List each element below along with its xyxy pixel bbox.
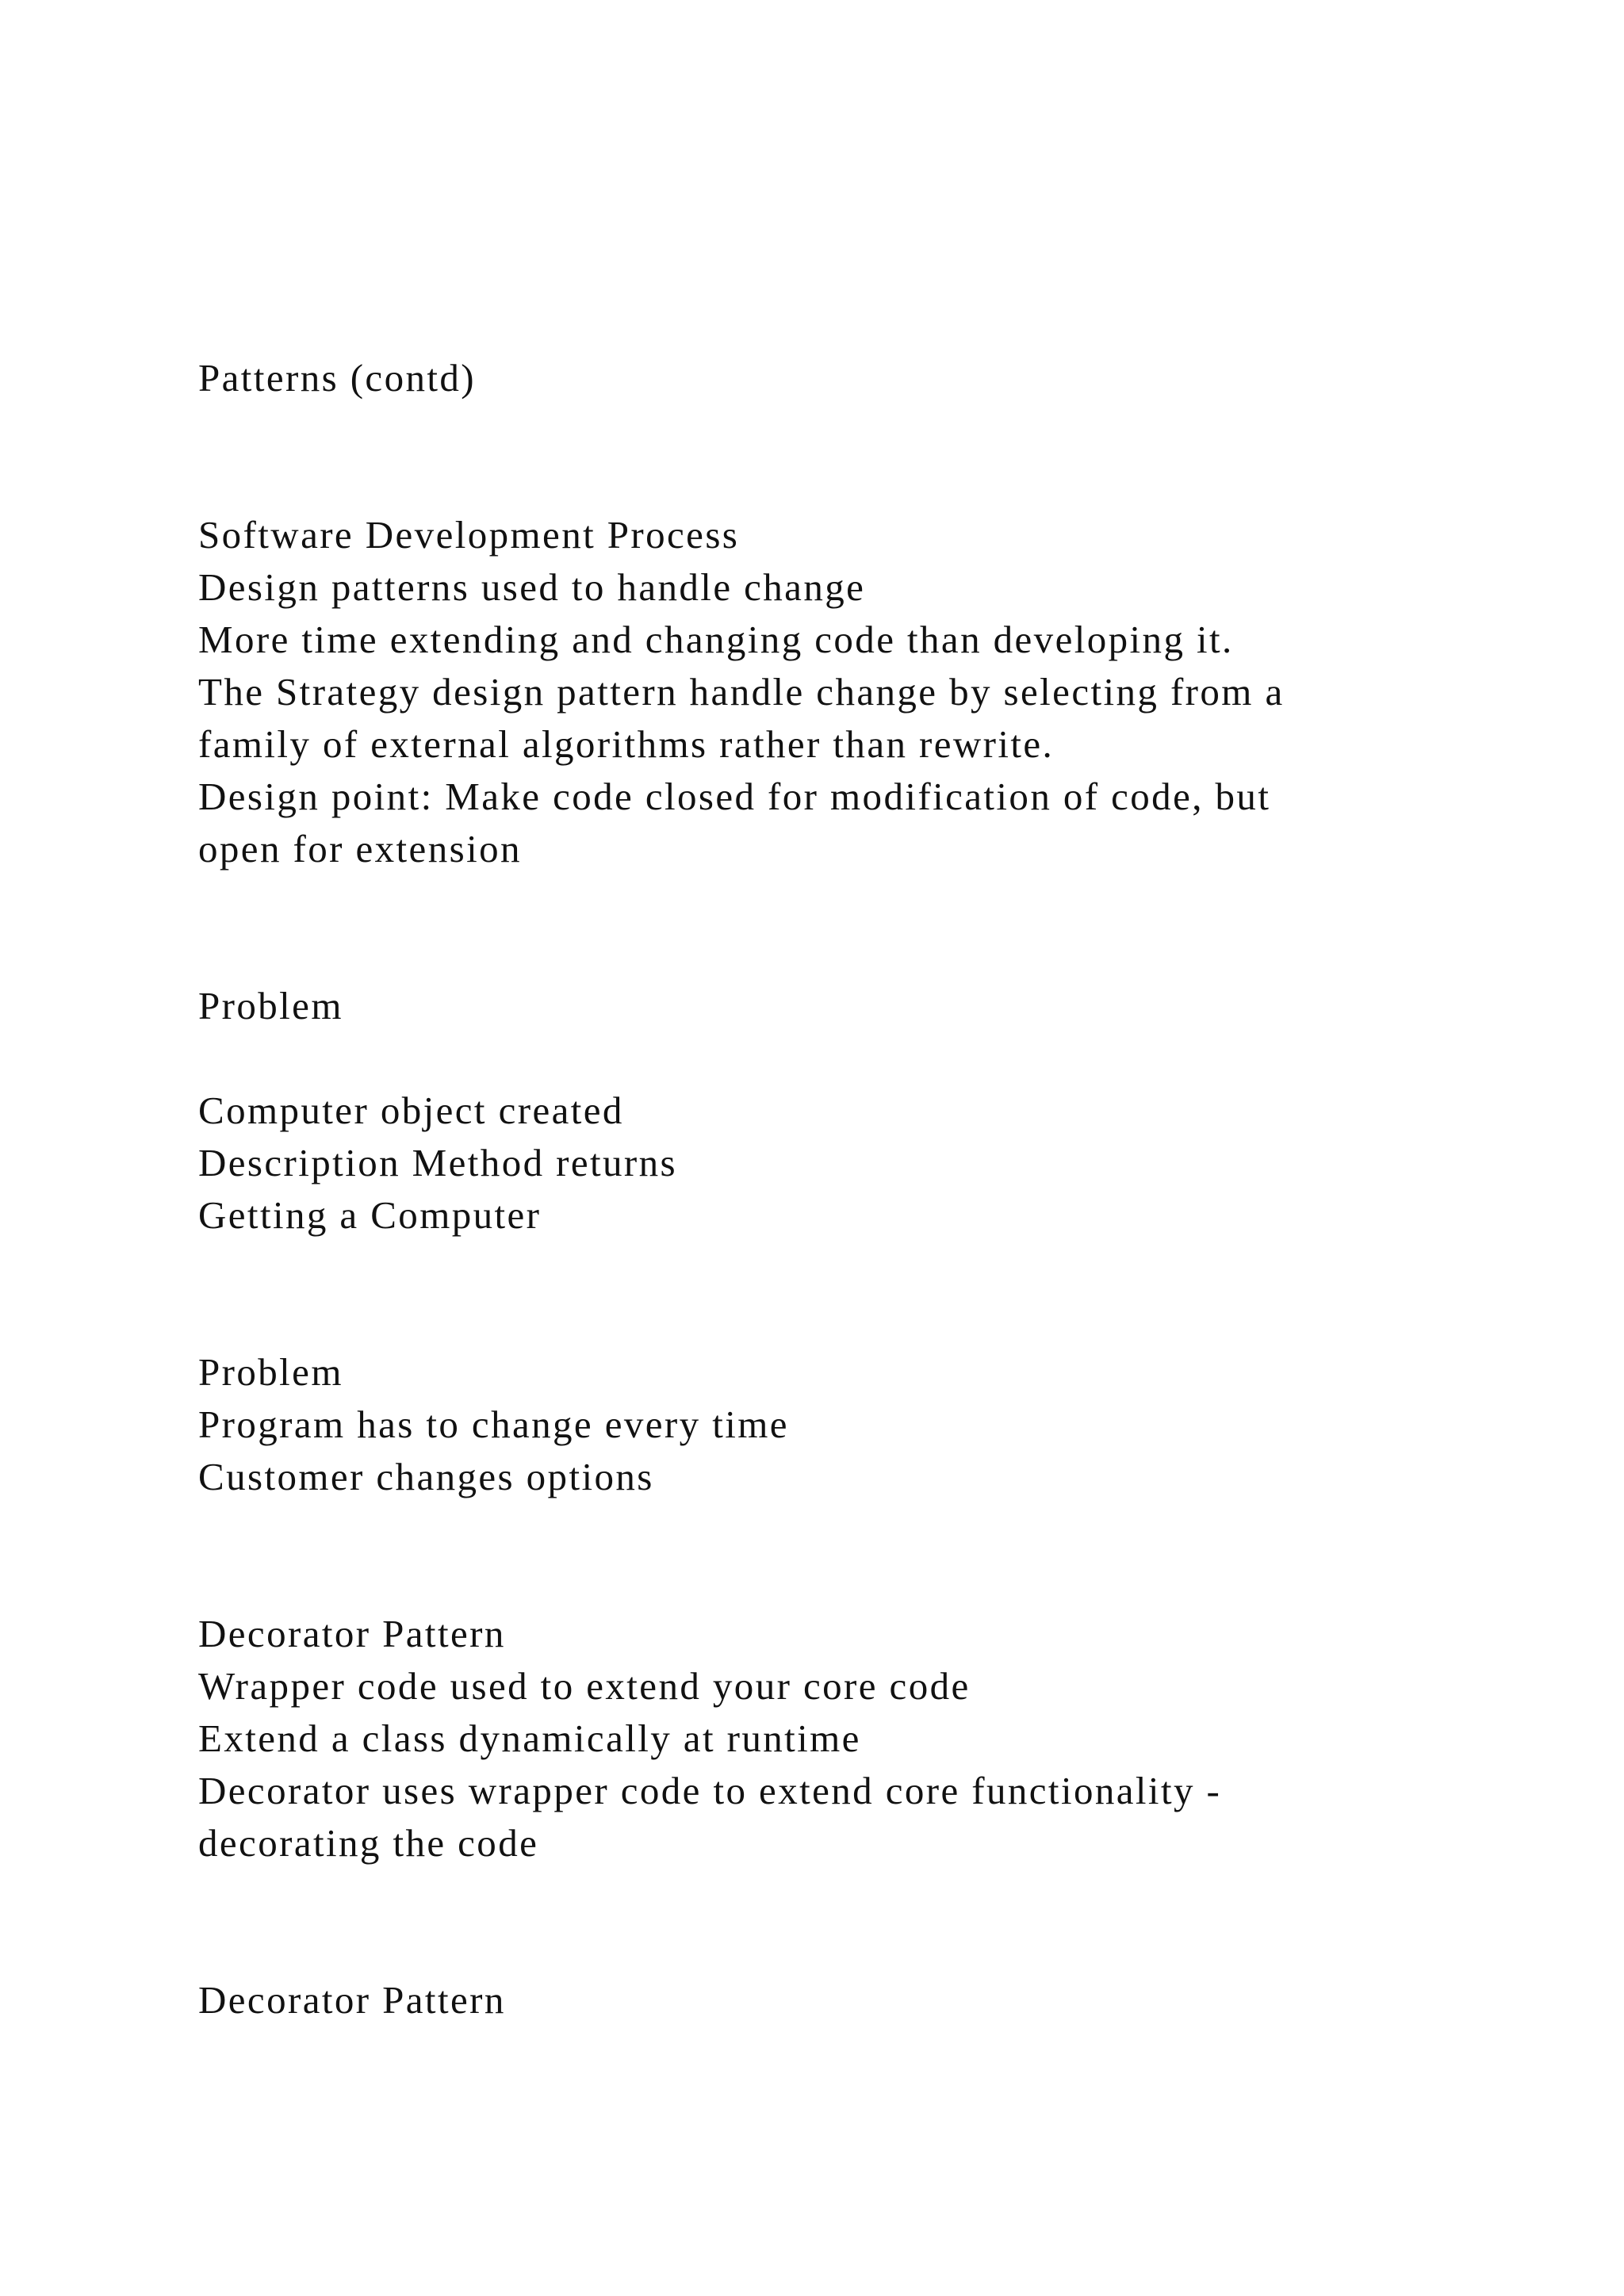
text-line: decorating the code xyxy=(198,1821,539,1865)
text-line: The Strategy design pattern handle change by selecting from a xyxy=(198,670,1285,714)
text-line: Wrapper code used to extend your core code xyxy=(198,1664,971,1708)
doc-title: Patterns (contd) xyxy=(198,356,477,400)
section-heading: Problem xyxy=(198,984,343,1027)
text-line: More time extending and changing code than developing it. xyxy=(198,618,1234,661)
text-line: Extend a class dynamically at runtime xyxy=(198,1716,861,1760)
section-heading: Decorator Pattern xyxy=(198,1612,506,1655)
text-line: Getting a Computer xyxy=(198,1193,542,1237)
text-line: Design patterns used to handle change xyxy=(198,565,866,609)
text-line: Description Method returns xyxy=(198,1141,678,1184)
section-heading: Problem xyxy=(198,1350,343,1394)
section-heading: Software Development Process xyxy=(198,513,740,557)
text-line: Computer object created xyxy=(198,1089,624,1132)
text-line: Program has to change every time xyxy=(198,1402,789,1446)
text-line: Customer changes options xyxy=(198,1455,654,1498)
text-line: open for extension xyxy=(198,827,522,871)
text-line: Design point: Make code closed for modification of code, but xyxy=(198,775,1271,818)
text-line: family of external algorithms rather than rewrite. xyxy=(198,722,1055,766)
text-line: Decorator uses wrapper code to extend core functionality - xyxy=(198,1769,1222,1812)
section-heading: Decorator Pattern xyxy=(198,1978,506,2022)
